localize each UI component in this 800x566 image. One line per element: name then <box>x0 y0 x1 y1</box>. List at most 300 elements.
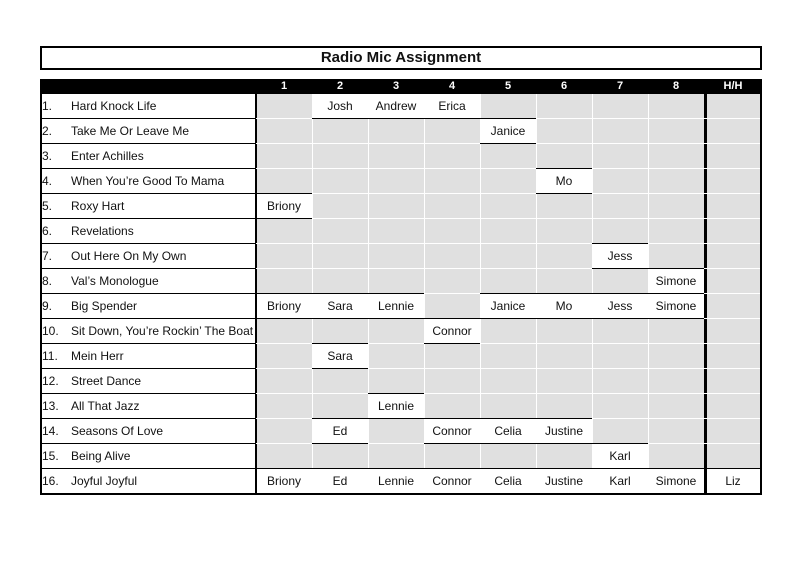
row-divider <box>368 218 424 219</box>
row-divider <box>368 343 424 344</box>
mic-assignment-cell: Connor <box>424 469 480 494</box>
row-divider <box>480 118 536 119</box>
mic-empty-cell <box>704 444 762 469</box>
row-divider <box>592 393 648 394</box>
row-divider <box>704 118 762 119</box>
row-divider <box>312 343 368 344</box>
mic-empty-cell <box>536 369 592 394</box>
song-number: 2. <box>42 124 53 138</box>
row-divider <box>368 368 424 369</box>
mic-empty-cell <box>704 194 762 219</box>
mic-empty-cell <box>312 219 368 244</box>
mic-empty-cell <box>592 219 648 244</box>
row-divider <box>592 443 648 444</box>
song-row-label <box>40 319 256 344</box>
row-divider <box>480 193 536 194</box>
row-divider <box>368 468 424 469</box>
mic-empty-cell <box>648 419 704 444</box>
mic-empty-cell <box>480 194 536 219</box>
mic-assignment-cell: Briony <box>256 294 312 319</box>
row-divider <box>368 293 424 294</box>
row-divider <box>704 268 762 269</box>
row-divider <box>480 268 536 269</box>
row-divider <box>424 243 480 244</box>
column-divider <box>704 94 707 494</box>
mic-empty-cell <box>256 344 312 369</box>
song-title: Val’s Monologue <box>71 274 159 288</box>
mic-empty-cell <box>536 94 592 119</box>
row-divider <box>256 243 312 244</box>
mic-assignment-cell: Connor <box>424 319 480 344</box>
column-header-3: 3 <box>392 80 400 92</box>
row-divider <box>424 193 480 194</box>
row-divider <box>256 293 312 294</box>
row-divider <box>368 418 424 419</box>
row-divider <box>424 218 480 219</box>
row-divider <box>480 218 536 219</box>
row-divider <box>368 393 424 394</box>
row-divider <box>648 493 704 494</box>
song-title: Take Me Or Leave Me <box>71 124 190 138</box>
row-divider <box>256 418 312 419</box>
song-title: Street Dance <box>71 374 142 388</box>
mic-assignment-cell: Celia <box>480 469 536 494</box>
column-header-2: 2 <box>336 80 344 92</box>
mic-empty-cell <box>536 269 592 294</box>
song-title: Big Spender <box>71 299 138 313</box>
mic-empty-cell <box>648 144 704 169</box>
row-divider <box>480 168 536 169</box>
song-row-label <box>40 244 256 269</box>
row-divider <box>592 293 648 294</box>
mic-empty-cell <box>256 169 312 194</box>
mic-assignment-cell: Andrew <box>368 94 424 119</box>
mic-empty-cell <box>592 169 648 194</box>
mic-empty-cell <box>592 119 648 144</box>
row-divider <box>256 443 312 444</box>
row-divider <box>592 493 648 494</box>
row-divider <box>592 418 648 419</box>
mic-empty-cell <box>368 219 424 244</box>
row-divider <box>480 443 536 444</box>
row-divider <box>648 393 704 394</box>
mic-assignment-cell: Janice <box>480 119 536 144</box>
row-divider <box>256 118 312 119</box>
mic-empty-cell <box>480 269 536 294</box>
row-divider <box>312 168 368 169</box>
column-divider <box>592 94 593 494</box>
column-header-hh: H/H <box>723 80 743 92</box>
mic-assignment-cell: Briony <box>256 194 312 219</box>
row-divider <box>536 393 592 394</box>
mic-empty-cell <box>480 344 536 369</box>
song-number: 6. <box>42 224 53 238</box>
row-divider <box>536 143 592 144</box>
mic-empty-cell <box>648 119 704 144</box>
row-divider <box>592 193 648 194</box>
mic-empty-cell <box>704 244 762 269</box>
mic-empty-cell <box>256 269 312 294</box>
mic-empty-cell <box>368 444 424 469</box>
row-divider <box>312 243 368 244</box>
song-row-label <box>40 419 256 444</box>
song-title: Hard Knock Life <box>71 99 157 113</box>
row-divider <box>536 243 592 244</box>
mic-assignment-cell: Josh <box>312 94 368 119</box>
song-title: Roxy Hart <box>71 199 125 213</box>
mic-empty-cell <box>480 319 536 344</box>
song-title: When You’re Good To Mama <box>71 174 225 188</box>
row-divider <box>704 193 762 194</box>
mic-empty-cell <box>368 419 424 444</box>
song-number: 7. <box>42 249 53 263</box>
song-number: 16. <box>42 474 59 488</box>
row-divider <box>368 268 424 269</box>
row-divider <box>536 318 592 319</box>
mic-empty-cell <box>648 444 704 469</box>
mic-empty-cell <box>648 194 704 219</box>
row-divider <box>312 143 368 144</box>
row-divider <box>312 293 368 294</box>
row-divider <box>480 368 536 369</box>
mic-empty-cell <box>704 219 762 244</box>
mic-empty-cell <box>424 444 480 469</box>
mic-empty-cell <box>256 394 312 419</box>
row-divider <box>312 393 368 394</box>
mic-empty-cell <box>312 444 368 469</box>
row-divider <box>256 493 312 494</box>
mic-assignment-cell: Erica <box>424 94 480 119</box>
mic-empty-cell <box>256 119 312 144</box>
row-divider <box>424 318 480 319</box>
row-divider <box>424 443 480 444</box>
mic-assignment-cell: Ed <box>312 419 368 444</box>
row-divider <box>256 393 312 394</box>
mic-empty-cell <box>480 244 536 269</box>
song-number: 14. <box>42 424 59 438</box>
mic-assignment-cell: Connor <box>424 419 480 444</box>
mic-empty-cell <box>536 219 592 244</box>
mic-empty-cell <box>704 394 762 419</box>
mic-empty-cell <box>424 169 480 194</box>
mic-assignment-cell: Liz <box>704 469 762 494</box>
row-divider <box>424 493 480 494</box>
row-divider <box>424 468 480 469</box>
mic-empty-cell <box>592 319 648 344</box>
row-divider <box>648 118 704 119</box>
row-divider <box>704 318 762 319</box>
mic-empty-cell <box>312 319 368 344</box>
mic-assignment-cell: Sara <box>312 294 368 319</box>
mic-empty-cell <box>312 144 368 169</box>
song-title: Being Alive <box>71 449 131 463</box>
row-divider <box>592 343 648 344</box>
row-divider <box>424 268 480 269</box>
row-divider <box>536 418 592 419</box>
row-divider <box>704 143 762 144</box>
mic-empty-cell <box>704 144 762 169</box>
row-divider <box>704 443 762 444</box>
mic-empty-cell <box>704 269 762 294</box>
row-divider <box>704 468 762 469</box>
mic-assignment-cell: Lennie <box>368 469 424 494</box>
column-header-5: 5 <box>504 80 512 92</box>
row-divider <box>704 218 762 219</box>
mic-empty-cell <box>424 144 480 169</box>
mic-empty-cell <box>648 394 704 419</box>
mic-empty-cell <box>648 344 704 369</box>
song-title: Seasons Of Love <box>71 424 164 438</box>
mic-empty-cell <box>592 419 648 444</box>
row-divider <box>368 318 424 319</box>
assignment-table <box>40 79 762 495</box>
song-title: Out Here On My Own <box>71 249 187 263</box>
song-row-label <box>40 269 256 294</box>
song-row-label <box>40 394 256 419</box>
row-divider <box>480 418 536 419</box>
song-row-label <box>40 144 256 169</box>
song-number: 3. <box>42 149 53 163</box>
row-divider <box>480 143 536 144</box>
row-divider <box>312 318 368 319</box>
row-divider <box>312 493 368 494</box>
mic-assignment-cell: Lennie <box>368 394 424 419</box>
row-divider <box>256 468 312 469</box>
row-divider <box>312 218 368 219</box>
mic-empty-cell <box>256 444 312 469</box>
mic-empty-cell <box>368 244 424 269</box>
row-divider <box>648 293 704 294</box>
song-title: Joyful Joyful <box>71 474 138 488</box>
mic-assignment-cell: Janice <box>480 294 536 319</box>
mic-empty-cell <box>368 269 424 294</box>
song-title: Enter Achilles <box>71 149 144 163</box>
mic-assignment-cell: Jess <box>592 244 648 269</box>
mic-assignment-cell: Celia <box>480 419 536 444</box>
row-divider <box>648 193 704 194</box>
column-header-7: 7 <box>616 80 624 92</box>
mic-assignment-cell: Lennie <box>368 294 424 319</box>
mic-empty-cell <box>368 119 424 144</box>
mic-empty-cell <box>368 369 424 394</box>
row-divider <box>312 118 368 119</box>
row-divider <box>536 343 592 344</box>
row-divider <box>536 118 592 119</box>
song-number: 10. <box>42 324 59 338</box>
row-divider <box>312 443 368 444</box>
row-divider <box>312 268 368 269</box>
mic-empty-cell <box>312 194 368 219</box>
row-divider <box>480 318 536 319</box>
row-divider <box>648 418 704 419</box>
row-divider <box>424 293 480 294</box>
mic-empty-cell <box>256 219 312 244</box>
row-divider <box>648 243 704 244</box>
mic-empty-cell <box>368 169 424 194</box>
row-divider <box>592 468 648 469</box>
column-divider <box>760 94 761 494</box>
row-divider <box>424 118 480 119</box>
mic-empty-cell <box>704 94 762 119</box>
row-divider <box>480 493 536 494</box>
row-divider <box>648 368 704 369</box>
row-divider <box>480 393 536 394</box>
mic-empty-cell <box>256 319 312 344</box>
column-divider <box>256 94 257 494</box>
mic-empty-cell <box>312 119 368 144</box>
mic-empty-cell <box>648 319 704 344</box>
mic-empty-cell <box>480 144 536 169</box>
row-divider <box>424 143 480 144</box>
song-row-label <box>40 469 256 494</box>
row-divider <box>648 443 704 444</box>
mic-empty-cell <box>480 94 536 119</box>
row-divider <box>312 418 368 419</box>
row-divider <box>704 293 762 294</box>
mic-empty-cell <box>424 219 480 244</box>
mic-empty-cell <box>536 194 592 219</box>
column-header-6: 6 <box>560 80 568 92</box>
mic-empty-cell <box>536 319 592 344</box>
mic-assignment-cell: Simone <box>648 294 704 319</box>
mic-empty-cell <box>648 219 704 244</box>
mic-empty-cell <box>424 394 480 419</box>
song-title: Sit Down, You’re Rockin’ The Boat <box>71 324 254 338</box>
song-row-label <box>40 344 256 369</box>
mic-empty-cell <box>536 119 592 144</box>
mic-empty-cell <box>536 344 592 369</box>
mic-empty-cell <box>536 244 592 269</box>
row-divider <box>368 493 424 494</box>
row-divider <box>704 168 762 169</box>
row-divider <box>256 218 312 219</box>
column-header-1: 1 <box>280 80 288 92</box>
row-divider <box>256 193 312 194</box>
mic-assignment-cell: Justine <box>536 419 592 444</box>
row-divider <box>648 143 704 144</box>
row-divider <box>536 493 592 494</box>
row-divider <box>704 493 762 494</box>
mic-empty-cell <box>256 369 312 394</box>
mic-assignment-cell: Mo <box>536 294 592 319</box>
mic-empty-cell <box>368 344 424 369</box>
row-divider <box>536 368 592 369</box>
mic-empty-cell <box>424 344 480 369</box>
mic-assignment-cell: Simone <box>648 469 704 494</box>
mic-empty-cell <box>312 269 368 294</box>
song-row-label <box>40 194 256 219</box>
row-divider <box>424 168 480 169</box>
song-number: 12. <box>42 374 59 388</box>
row-divider <box>536 293 592 294</box>
column-header-4: 4 <box>448 80 456 92</box>
row-divider <box>536 218 592 219</box>
mic-empty-cell <box>536 444 592 469</box>
row-divider <box>704 368 762 369</box>
row-divider <box>312 368 368 369</box>
mic-assignment-cell: Karl <box>592 444 648 469</box>
mic-empty-cell <box>256 94 312 119</box>
mic-empty-cell <box>704 169 762 194</box>
row-divider <box>256 268 312 269</box>
row-divider <box>704 393 762 394</box>
mic-empty-cell <box>424 294 480 319</box>
mic-empty-cell <box>312 394 368 419</box>
row-divider <box>424 418 480 419</box>
mic-empty-cell <box>424 369 480 394</box>
mic-empty-cell <box>592 369 648 394</box>
mic-empty-cell <box>704 294 762 319</box>
mic-empty-cell <box>592 144 648 169</box>
song-row-label <box>40 219 256 244</box>
song-row-label <box>40 94 256 119</box>
row-divider <box>368 243 424 244</box>
row-divider <box>312 193 368 194</box>
row-divider <box>704 243 762 244</box>
mic-empty-cell <box>536 394 592 419</box>
mic-empty-cell <box>368 194 424 219</box>
row-divider <box>536 443 592 444</box>
song-number: 9. <box>42 299 53 313</box>
song-number: 13. <box>42 399 59 413</box>
row-divider <box>424 368 480 369</box>
row-divider <box>648 468 704 469</box>
row-divider <box>256 168 312 169</box>
song-title: Revelations <box>71 224 134 238</box>
mic-empty-cell <box>480 394 536 419</box>
mic-empty-cell <box>256 244 312 269</box>
song-number: 4. <box>42 174 53 188</box>
row-divider <box>592 143 648 144</box>
row-divider <box>536 193 592 194</box>
row-divider <box>536 468 592 469</box>
column-divider <box>424 94 425 494</box>
row-divider <box>592 268 648 269</box>
mic-empty-cell <box>536 144 592 169</box>
column-header-8: 8 <box>672 80 680 92</box>
mic-empty-cell <box>480 219 536 244</box>
row-divider <box>368 118 424 119</box>
row-divider <box>256 318 312 319</box>
mic-assignment-cell: Ed <box>312 469 368 494</box>
row-divider <box>256 143 312 144</box>
row-divider <box>536 168 592 169</box>
mic-empty-cell <box>592 194 648 219</box>
mic-empty-cell <box>648 169 704 194</box>
song-number: 1. <box>42 99 53 113</box>
row-divider <box>592 168 648 169</box>
song-number: 8. <box>42 274 53 288</box>
song-row-label <box>40 444 256 469</box>
mic-empty-cell <box>704 344 762 369</box>
mic-empty-cell <box>648 244 704 269</box>
mic-empty-cell <box>424 119 480 144</box>
mic-empty-cell <box>704 369 762 394</box>
row-divider <box>592 318 648 319</box>
column-divider <box>648 94 649 494</box>
row-divider <box>256 368 312 369</box>
row-divider <box>480 468 536 469</box>
mic-assignment-cell: Justine <box>536 469 592 494</box>
song-number: 15. <box>42 449 59 463</box>
row-divider <box>368 193 424 194</box>
mic-assignment-cell: Jess <box>592 294 648 319</box>
row-divider <box>648 268 704 269</box>
column-divider <box>368 94 369 494</box>
row-divider <box>648 218 704 219</box>
row-divider <box>368 143 424 144</box>
row-divider <box>312 468 368 469</box>
